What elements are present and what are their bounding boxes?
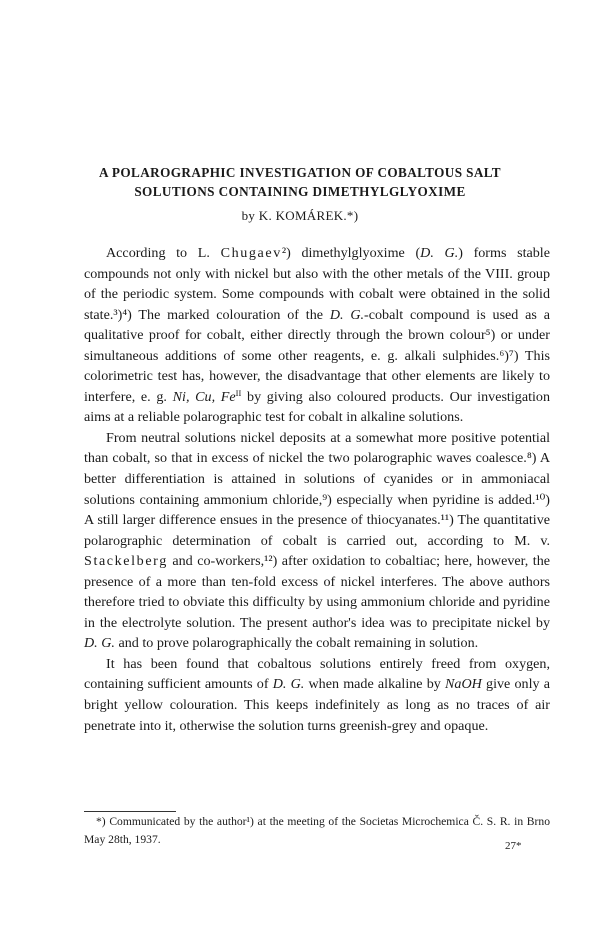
text-run: and co-workers,¹²) after oxidation to cobaltiac; here, however, the presence of a more than ten-fold excess of nickel interferes. The above authors therefore tried to obviate this difficulty by using ammonium chloride and pyridine in the electrolyte solution. The present author's idea was to precipitate nickel by xyxy=(84,553,550,631)
paragraph-1 xyxy=(84,243,550,428)
element-symbols: Ni, Cu, Fe xyxy=(172,388,236,405)
text-run: by giving also coloured products. Our investigation aims at a reliable polarographic test for cobalt in alkaline solutions. xyxy=(84,388,550,426)
article-title xyxy=(60,163,540,201)
author-name-chugaev: Chugaev xyxy=(220,245,282,261)
paragraph-3 xyxy=(84,654,550,736)
title-line-1: A POLAROGRAPHIC INVESTIGATION OF COBALTOUS SALT xyxy=(99,165,501,180)
text-run: ²) dimethylglyoxime ( xyxy=(281,245,421,261)
author-byline: by K. KOMÁREK.*) xyxy=(241,208,359,223)
article-body xyxy=(84,243,550,736)
author-name-stackelberg: Stackelberg xyxy=(84,553,168,570)
footnote-text: *) Communicated by the author¹) at the meeting of the Societas Microchemica Č. S. R. in Brno May 28th, 1937. xyxy=(84,815,550,846)
text-run: From neutral solutions nickel deposits at a somewhat more positive potential than cobalt, so that in excess of nickel the two polarographic waves coalesce.⁸) A better differentiation is attained in solutions of cyanides or in ammoniacal solutions containing ammonium chloride,⁹) especially when pyridine is added.¹⁰) A still larger difference ensues in the presence of thiocyanates.¹¹) The quantitative polarographic determination of cobalt is carried out, according to M. v. xyxy=(84,429,550,549)
text-run: give only a bright yellow colouration. This keeps indefinitely as long as no traces of air penetrate into it, otherwise the solution turns greenish-grey and opaque. xyxy=(84,676,550,734)
footnote-divider xyxy=(84,811,176,812)
paragraph-2 xyxy=(84,428,550,654)
abbrev-dg: D. G. xyxy=(84,635,115,652)
text-run: It has been found that cobaltous solutions entirely freed from oxygen, containing sufficient amounts of xyxy=(84,655,550,693)
abbrev-dg: D. G. xyxy=(272,676,305,693)
abbrev-dg: D. G. xyxy=(329,306,365,323)
footnote xyxy=(84,813,550,848)
formula-naoh: NaOH xyxy=(445,676,482,693)
text-run: -cobalt compound is used as a qualitative proof for cobalt, either directly through the brown colour⁵) or under simultaneous additions of some other reagents, e. g. alkali sulphides.⁶)⁷) This colorimetric test has, however, the disadvantage that other elements are likely to interfere, e. g. xyxy=(84,306,550,405)
text-run: when made alkaline by xyxy=(304,676,446,693)
iron-oxidation-state: II xyxy=(235,387,242,398)
text-run: According to L. xyxy=(106,245,221,261)
text-run: ) forms stable compounds not only with nickel but also with the other metals of the VIII. group of the periodic system. Some compounds with cobalt were obtained in the solid state.³)⁴) The marked colouration of the xyxy=(84,245,550,323)
page-number: 27* xyxy=(505,840,522,852)
title-line-2: SOLUTIONS CONTAINING DIMETHYLGLYOXIME xyxy=(134,184,466,199)
abbrev-dg: D. G. xyxy=(420,245,459,261)
text-run: and to prove polarographically the cobalt remaining in solution. xyxy=(114,635,479,652)
